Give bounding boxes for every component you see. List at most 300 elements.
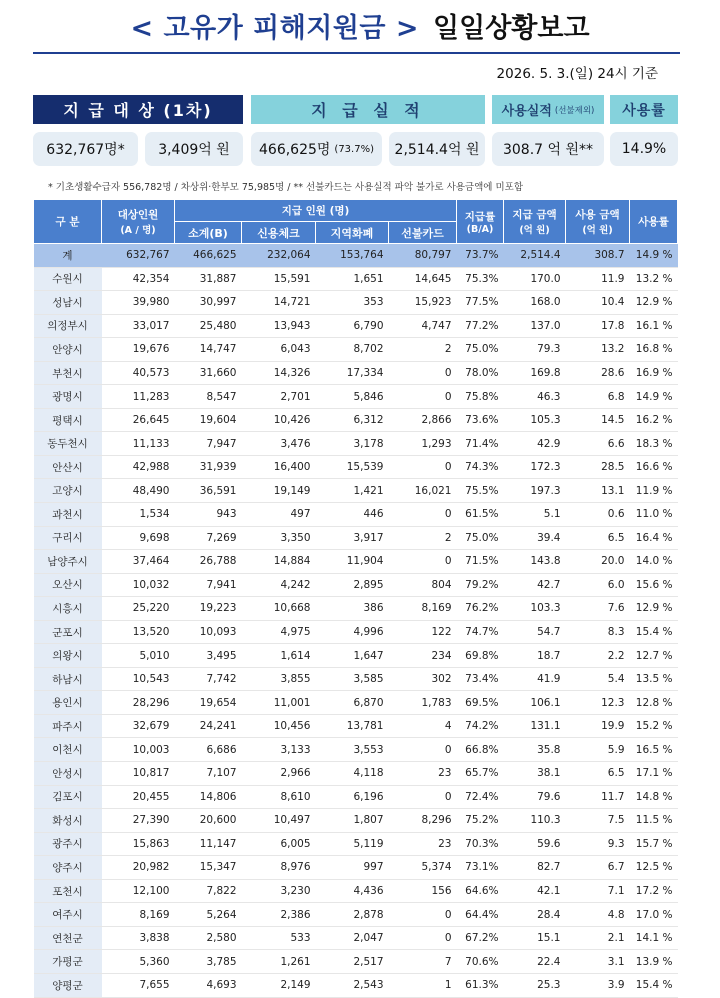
cell-use-amount: 3.1 [566,950,630,974]
cell-subtotal: 24,241 [175,714,242,738]
col-rate [457,200,504,244]
target-header: 지 급 대 상 (1차) [33,95,243,124]
cell-use-rate: 15.2 % [630,714,678,738]
cell-use-rate: 14.0 % [630,550,678,574]
cell-prepaid: 804 [389,573,457,597]
cell-subtotal: 15,347 [175,856,242,880]
col-amount-label: 지급 금액 [512,209,557,221]
cell-credit: 3,350 [242,526,316,550]
cell-rate: 75.5% [457,479,504,503]
cell-credit: 6,005 [242,832,316,856]
cell-credit: 16,400 [242,455,316,479]
cell-target: 13,520 [102,620,175,644]
cell-use-rate: 17.0 % [630,903,678,927]
cell-use-amount: 9.3 [566,832,630,856]
cell-region: 포천시 [34,879,102,903]
cell-rate: 75.0% [457,338,504,362]
cell-region: 고양시 [34,479,102,503]
cell-use-amount: 13.2 [566,338,630,362]
cell-use-amount: 11.7 [566,785,630,809]
cell-local: 1,647 [316,644,389,668]
cell-subtotal: 3,785 [175,950,242,974]
cell-target: 11,283 [102,385,175,409]
cell-use-amount: 308.7 [566,244,630,268]
cell-use-amount: 6.7 [566,856,630,880]
cell-rate: 69.5% [457,691,504,715]
cell-region: 수원시 [34,267,102,291]
cell-subtotal: 466,625 [175,244,242,268]
table-row [34,455,678,479]
cell-subtotal: 30,997 [175,291,242,315]
cell-local: 2,895 [316,573,389,597]
cell-target: 42,354 [102,267,175,291]
cell-target: 42,988 [102,455,175,479]
cell-target: 26,645 [102,408,175,432]
cell-region: 계 [34,244,102,268]
cell-prepaid: 122 [389,620,457,644]
cell-use-amount: 3.9 [566,973,630,997]
cell-target: 9,698 [102,526,175,550]
cell-subtotal: 4,693 [175,973,242,997]
cell-credit: 1,261 [242,950,316,974]
cell-prepaid: 0 [389,926,457,950]
table-row [34,573,678,597]
cell-local: 2,517 [316,950,389,974]
cell-rate: 64.6% [457,879,504,903]
cell-prepaid: 16,021 [389,479,457,503]
cell-subtotal: 25,480 [175,314,242,338]
cell-credit: 14,326 [242,361,316,385]
table-row [34,856,678,880]
table-row [34,408,678,432]
cell-region: 화성시 [34,809,102,833]
table-row [34,503,678,527]
cell-target: 7,655 [102,973,175,997]
cell-subtotal: 7,742 [175,667,242,691]
col-target-label: 대상인원 [117,209,159,221]
report-title [0,6,720,52]
cell-local: 3,917 [316,526,389,550]
table-row [34,314,678,338]
cell-local: 997 [316,856,389,880]
usage-header-note: (선불제외) [554,105,595,116]
cell-region: 김포시 [34,785,102,809]
cell-credit: 6,043 [242,338,316,362]
cell-amount: 2,514.4 [504,244,566,268]
col-prepaid: 선불카드 [389,222,457,244]
cell-subtotal: 7,107 [175,762,242,786]
cell-amount: 41.9 [504,667,566,691]
cell-local: 6,312 [316,408,389,432]
cell-credit: 3,230 [242,879,316,903]
table-row [34,361,678,385]
cell-credit: 14,884 [242,550,316,574]
col-rate-label: 지급률 [464,210,496,223]
cell-amount: 42.7 [504,573,566,597]
cell-use-rate: 15.4 % [630,620,678,644]
table-row [34,879,678,903]
cell-credit: 497 [242,503,316,527]
cell-use-rate: 11.0 % [630,503,678,527]
table-row [34,644,678,668]
cell-local: 11,904 [316,550,389,574]
table-row [34,714,678,738]
cell-subtotal: 7,947 [175,432,242,456]
cell-amount: 79.3 [504,338,566,362]
cell-region: 이천시 [34,738,102,762]
cell-subtotal: 2,580 [175,926,242,950]
cell-amount: 25.3 [504,973,566,997]
cell-use-rate: 12.8 % [630,691,678,715]
cell-use-amount: 12.3 [566,691,630,715]
cell-rate: 70.6% [457,950,504,974]
cell-amount: 137.0 [504,314,566,338]
paid-people [251,132,382,166]
cell-target: 10,003 [102,738,175,762]
cell-target: 12,100 [102,879,175,903]
table-row [34,550,678,574]
cell-region: 의왕시 [34,644,102,668]
cell-use-rate: 14.9 % [630,244,678,268]
cell-target: 632,767 [102,244,175,268]
table-row [34,479,678,503]
cell-region: 양평군 [34,973,102,997]
cell-use-rate: 12.9 % [630,291,678,315]
table-row [34,526,678,550]
cell-amount: 54.7 [504,620,566,644]
cell-subtotal: 3,495 [175,644,242,668]
cell-region: 양주시 [34,856,102,880]
cell-credit: 4,242 [242,573,316,597]
cell-use-amount: 6.5 [566,762,630,786]
cell-use-amount: 7.5 [566,809,630,833]
cell-amount: 110.3 [504,809,566,833]
cell-credit: 10,426 [242,408,316,432]
cell-credit: 2,701 [242,385,316,409]
cell-amount: 42.9 [504,432,566,456]
table-row [34,785,678,809]
cell-use-amount: 7.6 [566,597,630,621]
cell-subtotal: 31,887 [175,267,242,291]
cell-use-rate: 16.9 % [630,361,678,385]
cell-credit: 232,064 [242,244,316,268]
cell-use-rate: 12.9 % [630,597,678,621]
cell-target: 5,360 [102,950,175,974]
cell-credit: 8,610 [242,785,316,809]
cell-subtotal: 8,547 [175,385,242,409]
table-row [34,762,678,786]
cell-prepaid: 2 [389,338,457,362]
cell-use-rate: 16.6 % [630,455,678,479]
cell-target: 25,220 [102,597,175,621]
cell-amount: 28.4 [504,903,566,927]
cell-prepaid: 0 [389,385,457,409]
cell-use-rate: 18.3 % [630,432,678,456]
cell-credit: 8,976 [242,856,316,880]
footnote: * 기초생활수급자 556,782명 / 차상위·한부모 75,985명 / ** 선불카드는 사용실적 파악 불가로 사용금액에 미포함 [48,182,524,193]
cell-subtotal: 7,269 [175,526,242,550]
cell-amount: 143.8 [504,550,566,574]
cell-amount: 168.0 [504,291,566,315]
cell-prepaid: 0 [389,785,457,809]
cell-amount: 172.3 [504,455,566,479]
cell-credit: 15,591 [242,267,316,291]
paid-people-pct: (73.7%) [334,143,374,155]
cell-prepaid: 15,923 [389,291,457,315]
cell-local: 4,118 [316,762,389,786]
cell-use-amount: 6.6 [566,432,630,456]
cell-region: 과천시 [34,503,102,527]
cell-use-amount: 7.1 [566,879,630,903]
report-date: 2026. 5. 3.(일) 24시 기준 [496,66,658,82]
title-report-type: 일일상황보고 [433,13,590,44]
cell-target: 10,817 [102,762,175,786]
cell-prepaid: 234 [389,644,457,668]
cell-prepaid: 80,797 [389,244,457,268]
cell-credit: 1,614 [242,644,316,668]
cell-local: 6,790 [316,314,389,338]
cell-subtotal: 943 [175,503,242,527]
cell-prepaid: 8,296 [389,809,457,833]
cell-local: 6,196 [316,785,389,809]
cell-local: 153,764 [316,244,389,268]
cell-rate: 67.2% [457,926,504,950]
cell-local: 1,421 [316,479,389,503]
payout-header: 지 급 실 적 [251,95,485,124]
cell-amount: 170.0 [504,267,566,291]
cell-rate: 71.4% [457,432,504,456]
cell-subtotal: 11,147 [175,832,242,856]
cell-amount: 105.3 [504,408,566,432]
title-program: < 고유가 피해지원금 > [130,13,420,44]
table-row [34,267,678,291]
cell-target: 19,676 [102,338,175,362]
table-row [34,667,678,691]
cell-local: 2,543 [316,973,389,997]
cell-amount: 38.1 [504,762,566,786]
cell-prepaid: 0 [389,361,457,385]
col-use-amount-unit: (억 원) [582,225,613,236]
cell-region: 파주시 [34,714,102,738]
cell-use-rate: 13.2 % [630,267,678,291]
cell-prepaid: 4,747 [389,314,457,338]
cell-rate: 69.8% [457,644,504,668]
cell-prepaid: 2 [389,526,457,550]
rate-header: 사용률 [610,95,678,124]
cell-use-amount: 5.9 [566,738,630,762]
cell-use-amount: 17.8 [566,314,630,338]
cell-use-amount: 28.6 [566,361,630,385]
col-credit: 신용체크 [242,222,316,244]
cell-amount: 59.6 [504,832,566,856]
cell-amount: 35.8 [504,738,566,762]
cell-target: 27,390 [102,809,175,833]
cell-amount: 42.1 [504,879,566,903]
cell-use-amount: 14.5 [566,408,630,432]
cell-local: 5,846 [316,385,389,409]
cell-amount: 18.7 [504,644,566,668]
cell-use-amount: 19.9 [566,714,630,738]
col-paid-group: 지급 인원 (명) [175,200,457,222]
cell-use-rate: 14.8 % [630,785,678,809]
cell-prepaid: 1,293 [389,432,457,456]
cell-region: 하남시 [34,667,102,691]
cell-rate: 72.4% [457,785,504,809]
cell-subtotal: 19,223 [175,597,242,621]
cell-rate: 73.7% [457,244,504,268]
cell-rate: 71.5% [457,550,504,574]
table-row [34,926,678,950]
cell-use-amount: 2.1 [566,926,630,950]
cell-amount: 39.4 [504,526,566,550]
cell-region: 연천군 [34,926,102,950]
cell-subtotal: 14,747 [175,338,242,362]
cell-use-rate: 16.8 % [630,338,678,362]
cell-use-amount: 6.5 [566,526,630,550]
cell-prepaid: 0 [389,550,457,574]
cell-target: 48,490 [102,479,175,503]
cell-rate: 74.3% [457,455,504,479]
cell-credit: 533 [242,926,316,950]
cell-region: 구리시 [34,526,102,550]
cell-prepaid: 0 [389,903,457,927]
cell-use-rate: 17.1 % [630,762,678,786]
cell-credit: 19,149 [242,479,316,503]
cell-prepaid: 0 [389,503,457,527]
col-rate-unit: (B/A) [466,223,494,235]
cell-local: 8,702 [316,338,389,362]
paid-people-count: 466,625명 [259,142,331,158]
cell-amount: 79.6 [504,785,566,809]
cell-use-amount: 2.2 [566,644,630,668]
paid-amount: 2,514.4억 원 [389,132,485,166]
cell-region: 의정부시 [34,314,102,338]
cell-target: 32,679 [102,714,175,738]
cell-credit: 2,149 [242,973,316,997]
cell-use-rate: 13.5 % [630,667,678,691]
cell-use-rate: 11.5 % [630,809,678,833]
cell-prepaid: 302 [389,667,457,691]
cell-use-amount: 10.4 [566,291,630,315]
cell-target: 33,017 [102,314,175,338]
cell-rate: 79.2% [457,573,504,597]
cell-local: 4,436 [316,879,389,903]
cell-prepaid: 5,374 [389,856,457,880]
cell-rate: 73.6% [457,408,504,432]
cell-use-rate: 17.2 % [630,879,678,903]
cell-rate: 65.7% [457,762,504,786]
cell-subtotal: 31,939 [175,455,242,479]
cell-local: 5,119 [316,832,389,856]
table-row [34,291,678,315]
total-row [34,244,678,268]
cell-subtotal: 31,660 [175,361,242,385]
cell-prepaid: 2,866 [389,408,457,432]
cell-region: 동두천시 [34,432,102,456]
cell-region: 남양주시 [34,550,102,574]
cell-rate: 73.1% [457,856,504,880]
cell-credit: 11,001 [242,691,316,715]
cell-amount: 169.8 [504,361,566,385]
cell-use-amount: 8.3 [566,620,630,644]
cell-prepaid: 4 [389,714,457,738]
cell-amount: 106.1 [504,691,566,715]
cell-target: 20,455 [102,785,175,809]
cell-target: 10,543 [102,667,175,691]
cell-use-rate: 11.9 % [630,479,678,503]
usage-header-label: 사용실적 [501,104,552,119]
cell-use-rate: 16.5 % [630,738,678,762]
cell-amount: 82.7 [504,856,566,880]
cell-target: 8,169 [102,903,175,927]
cell-rate: 64.4% [457,903,504,927]
usage-rate: 14.9% [610,132,678,166]
cell-local: 446 [316,503,389,527]
cell-use-amount: 6.8 [566,385,630,409]
cell-rate: 75.3% [457,267,504,291]
region-table [33,199,678,998]
cell-amount: 46.3 [504,385,566,409]
cell-use-rate: 14.9 % [630,385,678,409]
cell-rate: 74.2% [457,714,504,738]
cell-region: 가평군 [34,950,102,974]
cell-use-amount: 6.0 [566,573,630,597]
cell-prepaid: 14,645 [389,267,457,291]
cell-region: 광명시 [34,385,102,409]
cell-use-amount: 4.8 [566,903,630,927]
cell-subtotal: 20,600 [175,809,242,833]
cell-credit: 3,133 [242,738,316,762]
cell-local: 17,334 [316,361,389,385]
cell-use-rate: 15.4 % [630,973,678,997]
table-row [34,385,678,409]
cell-local: 3,585 [316,667,389,691]
col-subtotal: 소계(B) [175,222,242,244]
cell-subtotal: 26,788 [175,550,242,574]
cell-rate: 61.5% [457,503,504,527]
cell-local: 3,178 [316,432,389,456]
col-use-amount-label: 사용 금액 [575,209,620,221]
cell-rate: 77.2% [457,314,504,338]
cell-target: 5,010 [102,644,175,668]
cell-local: 4,996 [316,620,389,644]
cell-credit: 3,855 [242,667,316,691]
cell-target: 10,032 [102,573,175,597]
cell-region: 부천시 [34,361,102,385]
cell-prepaid: 8,169 [389,597,457,621]
table-row [34,597,678,621]
col-amount [504,200,566,244]
cell-subtotal: 7,941 [175,573,242,597]
cell-subtotal: 10,093 [175,620,242,644]
col-use-rate: 사용률 [630,200,678,244]
cell-credit: 2,386 [242,903,316,927]
cell-credit: 3,476 [242,432,316,456]
cell-region: 오산시 [34,573,102,597]
cell-use-rate: 12.5 % [630,856,678,880]
cell-use-rate: 16.1 % [630,314,678,338]
col-region-label: 구 분 [55,216,80,228]
cell-target: 15,863 [102,832,175,856]
table-row [34,432,678,456]
cell-region: 평택시 [34,408,102,432]
cell-subtotal: 6,686 [175,738,242,762]
cell-prepaid: 0 [389,455,457,479]
cell-prepaid: 0 [389,738,457,762]
cell-use-amount: 13.1 [566,479,630,503]
cell-prepaid: 1,783 [389,691,457,715]
col-target [102,200,175,244]
